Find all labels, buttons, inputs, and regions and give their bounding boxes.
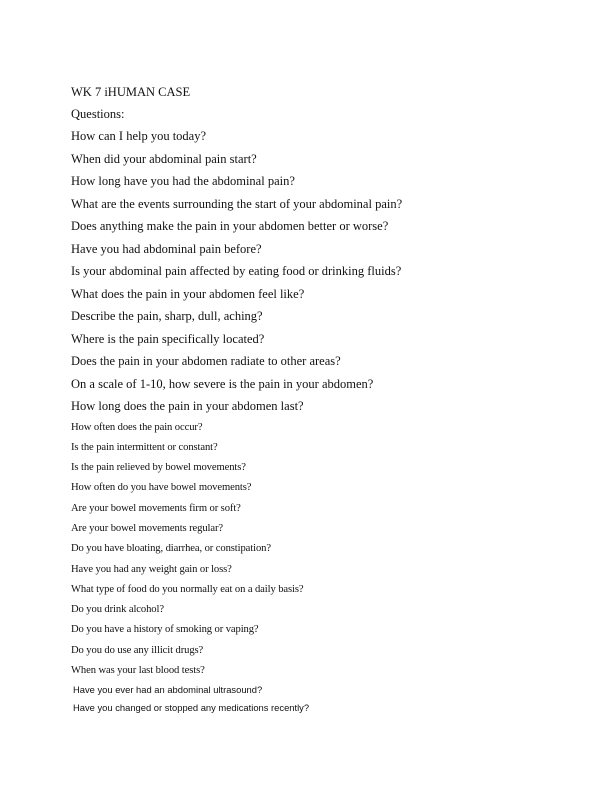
question-item: Is the pain relieved by bowel movements? bbox=[71, 462, 246, 474]
question-item: What type of food do you normally eat on a daily basis? bbox=[71, 583, 304, 595]
question-item: Have you had abdominal pain before? bbox=[71, 241, 262, 256]
question-item: When did your abdominal pain start? bbox=[71, 151, 257, 166]
document-content bbox=[71, 81, 571, 716]
question-item: Are your bowel movements regular? bbox=[71, 522, 224, 534]
question-item: How often does the pain occur? bbox=[71, 421, 203, 433]
question-item: How often do you have bowel movements? bbox=[71, 482, 252, 494]
question-item: What are the events surrounding the start of your abdominal pain? bbox=[71, 196, 403, 211]
question-item: Describe the pain, sharp, dull, aching? bbox=[71, 309, 263, 323]
question-item: Is your abdominal pain affected by eating food or drinking fluids? bbox=[71, 264, 402, 278]
question-item: Does the pain in your abdomen radiate to other areas? bbox=[71, 354, 341, 368]
question-item: Is the pain intermittent or constant? bbox=[71, 441, 218, 453]
question-item: Have you ever had an abdominal ultrasound? bbox=[73, 684, 263, 696]
question-item: Where is the pain specifically located? bbox=[71, 331, 265, 346]
question-item: Do you do use any illicit drugs? bbox=[71, 644, 204, 656]
question-item: Have you had any weight gain or loss? bbox=[71, 563, 232, 575]
question-item: How can I help you today? bbox=[71, 129, 207, 143]
question-item: When was your last blood tests? bbox=[71, 665, 205, 677]
document-title: WK 7 iHUMAN CASE bbox=[71, 85, 191, 99]
question-item: Have you changed or stopped any medications recently? bbox=[73, 701, 310, 713]
question-item: How long have you had the abdominal pain? bbox=[71, 174, 295, 188]
question-list bbox=[71, 125, 571, 716]
question-item: What does the pain in your abdomen feel like? bbox=[71, 286, 305, 301]
question-item: Do you have a history of smoking or vaping? bbox=[71, 624, 259, 636]
question-item: On a scale of 1-10, how severe is the pain in your abdomen? bbox=[71, 376, 374, 391]
question-item: Do you drink alcohol? bbox=[71, 604, 164, 616]
question-item: Are your bowel movements firm or soft? bbox=[71, 502, 241, 514]
question-item: How long does the pain in your abdomen last? bbox=[71, 399, 304, 413]
questions-heading: Questions: bbox=[71, 107, 125, 121]
question-item: Do you have bloating, diarrhea, or constipation? bbox=[71, 543, 271, 555]
question-item: Does anything make the pain in your abdomen better or worse? bbox=[71, 219, 389, 233]
